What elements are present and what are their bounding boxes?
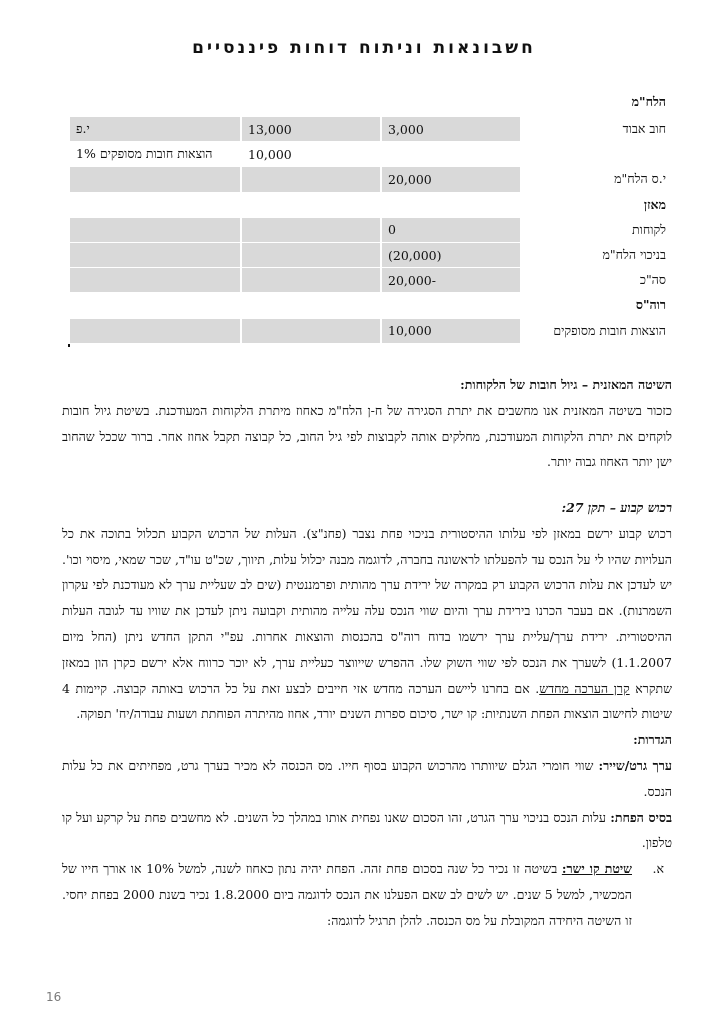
definition-term: ערך גרט/שייר: [598,757,672,773]
underlined-term: קרן הערכה מחדש [539,680,630,696]
table-row [69,117,672,142]
paragraph-text: רכוש קבוע ירשם במאזן לפי עלותו ההיסטורית בניכוי פחת נצבר (פחנ"צ). העלות של הרכוש הקבוע תכלול בתוכה את כל העלויות שהיו לי על הנכס עד להפעלתו לראשונה בחברה, לדוגמה מבנה יכלול עלות, תיווך, שכ"ט עו"ד, שכר שמאי, מיסוי וכו'. יש לעדכן את עלות הרכוש הקבוע רק במקרה של ירידת ערך מהותית ופרמננטית (שים לב שעליית ערך לא מעודכנת לפי עקרון השמרנות). אם בעבר הכרנו בירידת ערך והיום שווי הנכס עלה עלייה מהותית וקבועה ניתן לעדכן את שוויו עד לגובה העלות ההיסטורית. ירידת ערך/עליית ערך ירשמו בדוח רוה"ס בהכנסות והוצאות אחרות. עפ"י התקן החדש ניתן (החל מיום 1.1.2007) לשערך את הנכס לפי שווי השוק שלו. ההפרש שייווצר כעליית ערך, לא יוכר כרווח אלא ירשם כקרן הון במאזן שתקרא [62,525,672,696]
row-label: י.ס הלח"מ [520,167,672,192]
note-cell [69,268,241,293]
amount-cell: 3,000 [381,117,520,142]
amount-cell [241,268,381,293]
table-row [69,318,672,343]
row-label: הוצאות חובות מסופקים [520,318,672,343]
amount-cell [241,167,381,192]
paragraph-aging [62,372,672,475]
amount-cell [241,318,381,343]
note-cell [69,167,241,192]
row-label: סה"כ [520,268,672,293]
amount-cell [241,242,381,267]
financial-table [68,117,672,344]
note-cell [69,217,241,242]
row-label: רוה"ס [520,293,672,318]
row-label [520,142,672,167]
list-text: בשיטה זו נכיר כל שנה בסכום פחת זהה. הפחת יהיה נתון כאחוז לשנה, למשל 10% או אורך חייו של המכשיר, למשל 5 שנים. יש לשים לב שאם הפעלנו את הנכס לדוגמה ביום 1.8.2000 נכיר בשנת 2000 בפחת יחסי. זו השיטה היחידה המקובלת על מס הכנסה. להלן תרגיל לדוגמה: [62,861,632,928]
table-row [69,293,672,318]
paragraph-fixed-assets [62,495,672,934]
amount-cell: 0 [381,217,520,242]
amount-cell: 20,000 [381,167,520,192]
definition-term: בסיס הפחת: [610,809,673,825]
amount-cell [381,293,520,318]
table-row [69,192,672,217]
list-term: שיטת קו ישר: [561,861,632,877]
amount-cell: 13,000 [241,117,381,142]
paragraph-text: כזכור בשיטה המאזנית אנו מחשבים את יתרת הסגירה של ח-ן הלח"מ כאחוז מיתרת הלקוחות המעודכנת. בשיטת גיול חובות לוקחים את יתרת הלקוחות המעודכנת, מחלקים אותה לקבוצות לפי גיל החוב, כל קבוצה תקבל אחוז אחר. ברור שככל שהחוב ישן יותר האחוז גבוה יותר. [62,402,672,470]
table-row [69,217,672,242]
paragraph-text: . אם בחרנו ליישם הערכה מחדש אזי חייבים לבצע זאת על כל הרכוש באותה קבוצה. קיימות 4 שיטות לחישוב הוצאות הפחת השנתיות: קו ישר, סיכום ספרות השנים יורד, אחוז מהיתרה הפוחתת ושעות עבודה/יח' תפוקה. [62,680,672,722]
amount-cell [241,217,381,242]
note-cell: הוצאות חובות מסופקים 1% [69,142,241,167]
page-number: 16 [46,990,62,1004]
paragraph-heading: השיטה המאזנית – גיול חובות של הלקוחות: [460,377,672,392]
amount-cell [241,192,381,217]
definitions-heading: הגדרות: [633,732,672,748]
row-label: חוב אבוד [520,117,672,142]
definition-text: עלות הנכס בניכוי ערך הגרט, זהו הסכום שאנו נפחית אותו במהלך כל השנים. לא מחשבים פחת על קרקע ועל קו טלפון. [62,809,672,851]
table-row [69,242,672,267]
section-title: הלח"מ [631,94,666,109]
amount-cell: (20,000) [381,242,520,267]
table-row [69,268,672,293]
amount-cell: 10,000 [241,142,381,167]
row-label: בניכוי הלח"מ [520,242,672,267]
amount-cell [381,142,520,167]
amount-cell [381,192,520,217]
list-item [62,856,672,933]
note-cell [69,293,241,318]
amount-cell: 10,000 [381,318,520,343]
row-label: לקוחות [520,217,672,242]
note-cell [69,192,241,217]
definition-text: שווי חומרי הגלם שיוותרו מהרכוש הקבוע בסוף חייו. מס הכנסה לא מכיר בערך גרט, מפחיתים את כל עלות הנכס. [62,757,672,799]
table-row [69,167,672,192]
amount-cell: -20,000 [381,268,520,293]
note-cell [69,318,241,343]
note-cell [69,242,241,267]
table-row [69,142,672,167]
page-header: חשבונאות וניתוח דוחות פיננסיים [192,38,536,58]
row-label: מאזן [520,192,672,217]
note-cell: י.פ [69,117,241,142]
list-marker: א. [652,861,664,877]
paragraph-heading: רכוש קבוע – תקן 27: [561,500,672,515]
amount-cell [241,293,381,318]
